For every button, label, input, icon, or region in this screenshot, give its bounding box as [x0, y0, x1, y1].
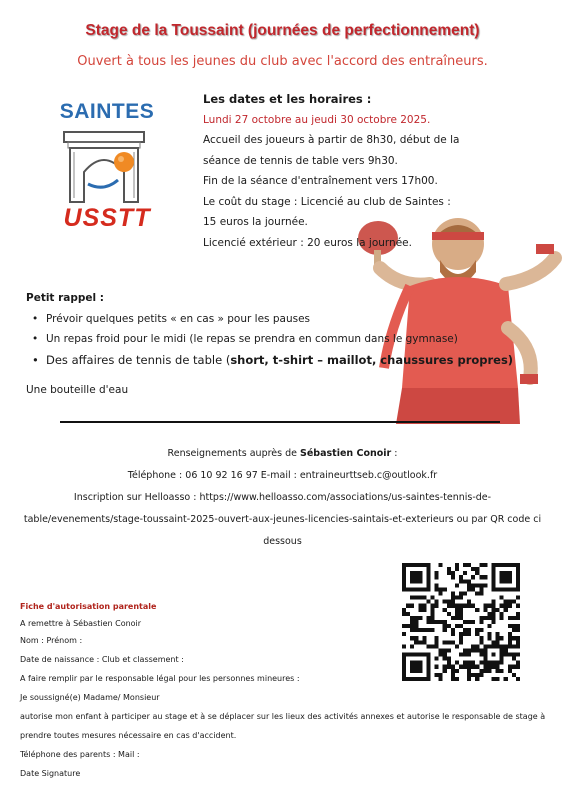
- schedule-line: 15 euros la journée.: [203, 216, 308, 228]
- schedule-line: Fin de la séance d'entraînement vers 17h00.: [203, 175, 438, 187]
- reminder-item-text: Des affaires de tennis de table (: [46, 353, 231, 367]
- arch-ball-icon: [58, 126, 156, 206]
- schedule-line: Licencié extérieur : 20 euros la journée.: [203, 236, 412, 249]
- contact-name: Sébastien Conoir: [300, 448, 392, 459]
- reminder-extra: Une bouteille d'eau: [26, 384, 129, 396]
- schedule-section: [203, 92, 503, 257]
- reminder-item: [32, 353, 513, 367]
- schedule-line: séance de tennis de table vers 9h30.: [203, 154, 398, 167]
- form-line: A remettre à Sébastien Conoir: [20, 619, 142, 628]
- contact-phone-email: Téléphone : 06 10 92 16 97 E-mail : entraineurttseb.c@outlook.fr: [127, 470, 438, 481]
- schedule-heading: Les dates et les horaires :: [203, 92, 372, 106]
- authorization-form: [20, 602, 555, 788]
- form-line: Je soussigné(e) Madame/ Monsieur: [20, 693, 160, 702]
- contact-helloasso-line: Inscription sur Helloasso : https://www.helloasso.com/associations/us-saintes-tennis-de-: [73, 492, 492, 503]
- reminder-item: • Un repas froid pour le midi (le repas se prendra en commun dans le gymnase): [32, 333, 513, 345]
- form-line: prendre toutes mesures nécessaire en cas d'accident.: [20, 731, 237, 740]
- page-title: Stage de la Toussaint (journées de perfectionnement): [85, 22, 480, 39]
- form-line: Date Signature: [20, 769, 81, 778]
- form-line: autorise mon enfant à participer au stage et à se déplacer sur les lieux des activités annexes et autorise le responsable de stage à: [20, 712, 546, 721]
- contact-helloasso-line: dessous: [263, 536, 302, 547]
- contact-prefix: Renseignements auprès de: [167, 448, 301, 459]
- divider: [60, 421, 500, 423]
- club-logo: [58, 100, 156, 240]
- contact-line: [18, 443, 547, 465]
- logo-top-text: SAINTES: [59, 100, 155, 123]
- contact-section: [18, 443, 547, 553]
- form-heading: Fiche d'autorisation parentale: [20, 602, 157, 611]
- reminder-list: [32, 313, 513, 367]
- contact-helloasso-line: table/evenements/stage-toussaint-2025-ouvert-aux-jeunes-licencies-saintais-et-exterieurs ou par QR code ci: [23, 514, 542, 525]
- contact-suffix: :: [391, 448, 398, 459]
- schedule-dates: Lundi 27 octobre au jeudi 30 octobre 2025.: [203, 114, 431, 126]
- logo-bottom-text: USSTT: [63, 204, 151, 232]
- reminder-item: • Prévoir quelques petits « en cas » pour les pauses: [32, 313, 513, 325]
- form-line: A faire remplir par le responsable légal pour les personnes mineures :: [20, 674, 300, 683]
- page-subtitle: Ouvert à tous les jeunes du club avec l'accord des entraîneurs.: [77, 54, 488, 69]
- form-line: Date de naissance : Club et classement :: [20, 655, 184, 664]
- reminder-heading: Petit rappel :: [26, 292, 104, 304]
- form-line: Nom : Prénom :: [20, 636, 83, 645]
- reminder-item-bold: short, t-shirt – maillot, chaussures propres): [230, 353, 514, 367]
- schedule-line: Le coût du stage : Licencié au club de Saintes :: [203, 195, 451, 208]
- form-line: Téléphone des parents : Mail :: [20, 750, 140, 759]
- schedule-line: Accueil des joueurs à partir de 8h30, début de la: [203, 134, 460, 146]
